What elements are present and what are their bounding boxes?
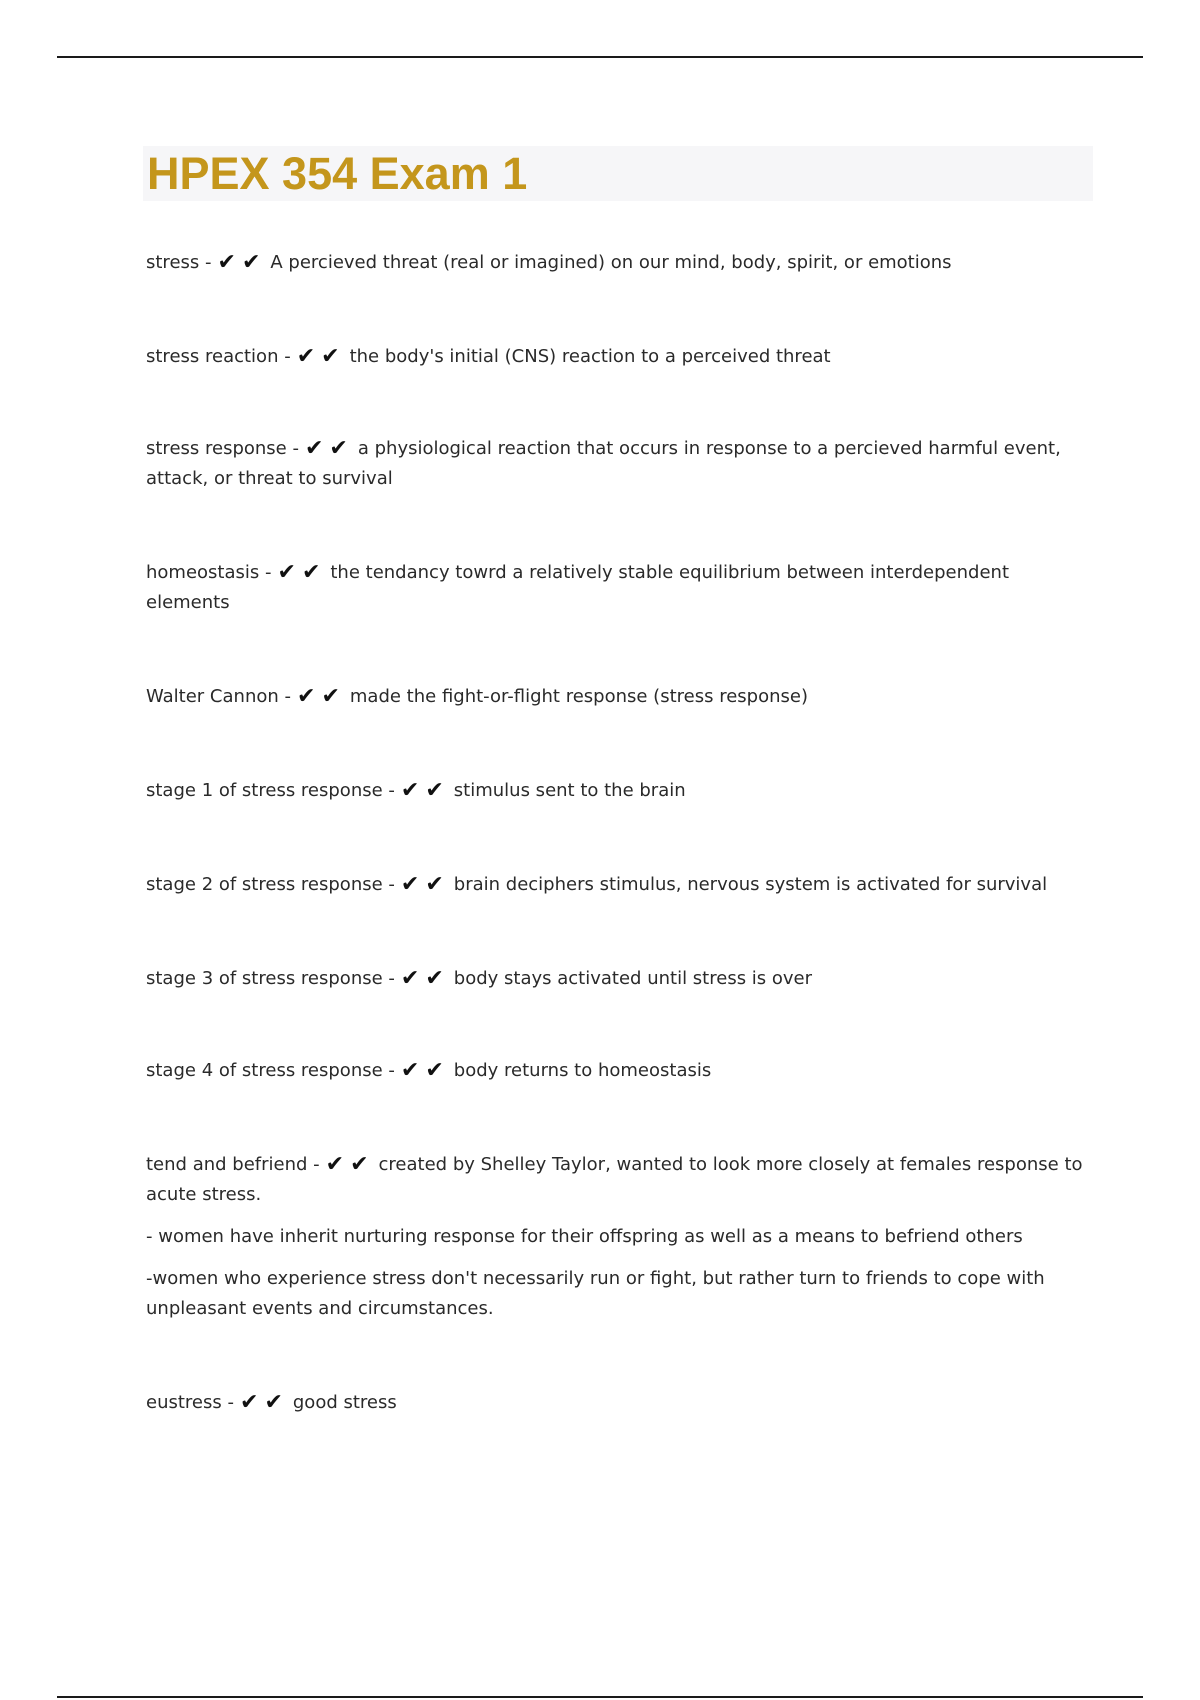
term-separator: - (388, 780, 395, 801)
top-rule (57, 56, 1143, 58)
entry-term: stage 1 of stress response (146, 780, 383, 801)
flashcard-list (146, 248, 1096, 1418)
check-marks (401, 1056, 450, 1086)
flashcard-entry-stage-2 (146, 870, 1096, 900)
check-mark-icon: ✔ (400, 1058, 426, 1083)
flashcard-entry-stage-1 (146, 776, 1096, 806)
check-mark-icon: ✔ (425, 872, 450, 897)
flashcard-entry-stage-3 (146, 964, 1096, 994)
check-marks (326, 1150, 375, 1180)
entry-term: stage 4 of stress response (146, 1060, 383, 1081)
entry-definition: A percieved threat (real or imagined) on our mind, body, spirit, or emotions (270, 252, 952, 273)
entry-line (146, 1056, 1096, 1086)
check-mark-icon: ✔ (321, 684, 346, 709)
term-separator: - (313, 1154, 320, 1175)
check-mark-icon: ✔ (217, 250, 242, 275)
term-separator: - (205, 252, 212, 273)
term-separator: - (292, 438, 299, 459)
check-marks (240, 1388, 289, 1418)
check-mark-icon: ✔ (425, 778, 450, 803)
entry-definition: created by Shelley Taylor, wanted to look more closely at females response to acute stress. (146, 1154, 1083, 1205)
check-mark-icon: ✔ (350, 1152, 375, 1177)
check-mark-icon: ✔ (425, 966, 450, 991)
check-mark-icon: ✔ (400, 872, 426, 897)
check-mark-icon: ✔ (304, 436, 330, 461)
entry-term: homeostasis (146, 562, 260, 583)
entry-definition: good stress (292, 1392, 397, 1413)
entry-line (146, 1150, 1096, 1210)
bottom-rule (57, 1696, 1143, 1698)
check-mark-icon: ✔ (301, 560, 327, 585)
check-mark-icon: ✔ (425, 1058, 450, 1083)
check-mark-icon: ✔ (296, 344, 322, 369)
term-separator: - (265, 562, 272, 583)
check-marks (297, 682, 346, 712)
term-separator: - (284, 686, 292, 707)
flashcard-entry-stress (146, 248, 1096, 278)
title-bar (143, 146, 1093, 201)
entry-term: stage 2 of stress response (146, 874, 383, 895)
entry-term: stress (146, 252, 200, 273)
entry-definition: brain deciphers stimulus, nervous system is activated for survival (453, 874, 1048, 895)
entry-term: stage 3 of stress response (146, 968, 383, 989)
entry-definition: a physiological reaction that occurs in response to a percieved harmful event, attack, or threat to survival (146, 438, 1061, 489)
check-marks (401, 776, 450, 806)
flashcard-entry-homeostasis (146, 558, 1096, 618)
check-mark-icon: ✔ (297, 684, 322, 709)
entry-line (146, 342, 1096, 372)
term-separator: - (388, 874, 395, 895)
flashcard-entry-stress-response (146, 434, 1096, 494)
entry-definition: the body's initial (CNS) reaction to a perceived threat (349, 346, 831, 367)
check-marks (305, 434, 354, 464)
term-separator: - (284, 346, 291, 367)
check-mark-icon: ✔ (400, 966, 426, 991)
entry-line (146, 776, 1096, 806)
term-separator: - (227, 1392, 234, 1413)
flashcard-entry-stress-reaction (146, 342, 1096, 372)
entry-definition: body stays activated until stress is over (453, 968, 813, 989)
document-title: HPEX 354 Exam 1 (147, 148, 528, 199)
entry-line (146, 682, 1096, 712)
check-mark-icon: ✔ (325, 1152, 351, 1177)
flashcard-entry-tend-and-befriend (146, 1150, 1096, 1324)
entry-term: tend and befriend (146, 1154, 308, 1175)
entry-note: -women who experience stress don't necessarily run or fight, but rather turn to friends to cope with unpleasant events and circumstances. (146, 1268, 1045, 1319)
check-mark-icon: ✔ (241, 250, 267, 275)
entry-line (146, 248, 1096, 278)
entry-definition: body returns to homeostasis (453, 1060, 712, 1081)
flashcard-entry-walter-cannon (146, 682, 1096, 712)
entry-line (146, 1388, 1096, 1418)
entry-term: stress reaction (146, 346, 279, 367)
term-separator: - (388, 1060, 395, 1081)
check-mark-icon: ✔ (321, 344, 346, 369)
entry-line (146, 964, 1096, 994)
entry-note: - women have inherit nurturing response for their offspring as well as a means to befriend others (146, 1226, 1023, 1247)
entry-definition: made the fight-or-flight response (stress response) (349, 686, 808, 707)
check-mark-icon: ✔ (240, 1390, 265, 1415)
check-marks (297, 342, 346, 372)
entry-definition: stimulus sent to the brain (453, 780, 686, 801)
entry-line (146, 434, 1096, 494)
check-mark-icon: ✔ (329, 436, 354, 461)
check-marks (401, 870, 450, 900)
entry-term: stress response (146, 438, 287, 459)
entry-definition: the tendancy towrd a relatively stable equilibrium between interdependent elements (146, 562, 1010, 613)
check-mark-icon: ✔ (400, 778, 426, 803)
check-mark-icon: ✔ (264, 1390, 289, 1415)
flashcard-entry-stage-4 (146, 1056, 1096, 1086)
entry-term: Walter Cannon (146, 686, 279, 707)
entry-line (146, 558, 1096, 618)
flashcard-entry-eustress (146, 1388, 1096, 1418)
check-marks (278, 558, 327, 588)
check-marks (218, 248, 267, 278)
check-mark-icon: ✔ (277, 560, 302, 585)
term-separator: - (388, 968, 395, 989)
entry-term: eustress (146, 1392, 222, 1413)
entry-line (146, 870, 1096, 900)
check-marks (401, 964, 450, 994)
